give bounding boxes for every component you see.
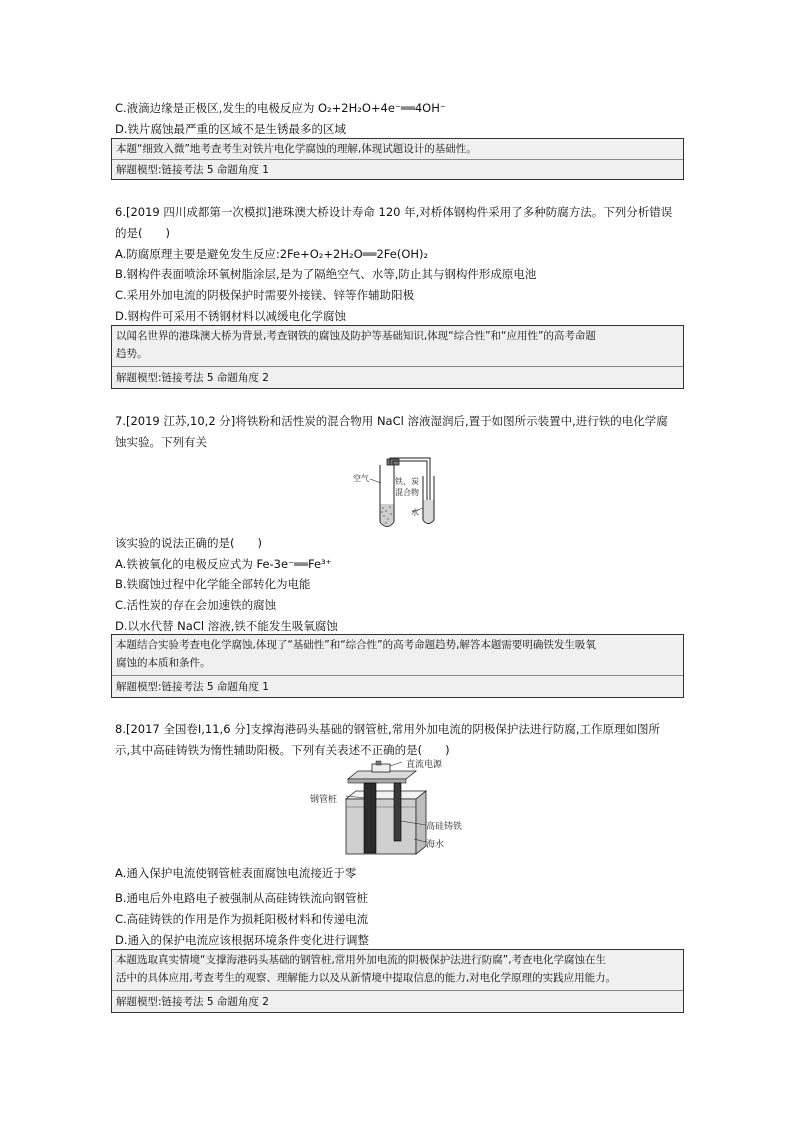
q6-option-d: D.钢构件可采用不锈钢材料以减缓电化学腐蚀 [115, 309, 347, 323]
q7-analysis-text-2: 腐蚀的本质和条件。 [116, 657, 211, 669]
q8-cathodic-protection-figure [310, 757, 480, 861]
q7-option-a: A.铁被氧化的电极反应式为 Fe-3e⁻══Fe³⁺ [115, 557, 332, 571]
q6-solution-model: 解题模型:链接考法 5 命题角度 2 [116, 372, 269, 384]
label-water: 水 [411, 508, 419, 517]
q7-solution-model: 解题模型:链接考法 5 命题角度 1 [116, 681, 269, 693]
q8-analysis-text-1: 本题选取真实情境“支撑海港码头基础的钢管桩,常用外加电流的阴极保护法进行防腐”,考查电化学腐蚀在生 [116, 954, 607, 966]
q6-analysis-box [111, 325, 684, 389]
label-anode: 高硅铸铁 [426, 822, 463, 832]
label-steel-pile: 钢管桩 [310, 795, 338, 805]
q8-option-c: C.高硅铸铁的作用是作为损耗阳极材料和传递电流 [115, 912, 369, 926]
q8-analysis-box [111, 949, 684, 1013]
q6-option-c: C.采用外加电流的阴极保护时需要外接镁、锌等作辅助阳极 [115, 288, 415, 302]
solution-model: 解题模型:链接考法 5 命题角度 1 [116, 164, 269, 176]
q6-analysis-text-2: 趋势。 [116, 348, 148, 360]
q6-stem-line1: 6.[2019 四川成都第一次模拟]港珠澳大桥设计寿命 120 年,对桥体钢构件采用了多种防腐方法。下列分析错误 [115, 205, 673, 219]
q7-analysis-text-1: 本题结合实验考查电化学腐蚀,体现了“基础性”和“综合性”的高考命题趋势,解答本题需要明确铁发生吸氧 [116, 639, 596, 651]
label-mixture-2: 混合物 [395, 488, 419, 497]
cathodic-protection-diagram [310, 757, 480, 861]
option-d: D.铁片腐蚀最严重的区域不是生锈最多的区域 [115, 122, 347, 136]
q7-stem-line3: 该实验的说法正确的是( ) [115, 536, 262, 550]
analysis-text: 本题“细致入微”地考查考生对铁片电化学腐蚀的理解,体现试题设计的基础性。 [116, 143, 477, 155]
q7-apparatus-figure [350, 456, 450, 532]
q8-option-b: B.通电后外电路电子被强制从高硅铸铁流向钢管桩 [115, 891, 369, 905]
q6-analysis-text-1: 以闻名世界的港珠澳大桥为背景,考查钢铁的腐蚀及防护等基础知识,体现“综合性”和“应用性”的高考命题 [116, 330, 596, 342]
q7-analysis-box [111, 634, 684, 698]
q7-option-d: D.以水代替 NaCl 溶液,铁不能发生吸氧腐蚀 [115, 619, 338, 633]
q6-option-a: A.防腐原理主要是避免发生反应:2Fe+O₂+2H₂O══2Fe(OH)₂ [115, 247, 429, 261]
label-dc-power: 直流电源 [406, 760, 443, 770]
label-seawater: 海水 [426, 840, 445, 850]
q8-option-a: A.通入保护电流使钢管桩表面腐蚀电流接近于零 [115, 866, 357, 880]
q7-stem-line1: 7.[2019 江苏,10,2 分]将铁粉和活性炭的混合物用 NaCl 溶液湿润后,置于如图所示装置中,进行铁的电化学腐 [115, 414, 668, 428]
label-mixture-1: 铁、炭 [395, 477, 419, 486]
q6-stem-line2: 的是( ) [115, 226, 170, 240]
q8-analysis-text-2: 活中的具体应用,考查考生的观察、理解能力以及从新情境中提取信息的能力,对电化学原理的实践应用能力。 [116, 972, 617, 984]
option-c: C.液滴边缘是正极区,发生的电极反应为 O₂+2H₂O+4e⁻══4OH⁻ [115, 101, 446, 115]
q7-option-c: C.活性炭的存在会加速铁的腐蚀 [115, 598, 277, 612]
q6-option-b: B.钢构件表面喷涂环氧树脂涂层,是为了隔绝空气、水等,防止其与钢构件形成原电池 [115, 267, 537, 281]
q8-solution-model: 解题模型:链接考法 5 命题角度 2 [116, 996, 269, 1008]
analysis-box [111, 138, 684, 180]
q8-option-d: D.通入的保护电流应该根据环境条件变化进行调整 [115, 933, 370, 947]
q8-stem-line1: 8.[2017 全国卷Ⅰ,11,6 分]支撑海港码头基础的钢管桩,常用外加电流的阴极保护法进行防腐,工作原理如图所 [115, 722, 660, 736]
label-air: 空气 [353, 474, 369, 483]
q7-option-b: B.铁腐蚀过程中化学能全部转化为电能 [115, 577, 311, 591]
q7-stem-line2: 蚀实验。下列有关 [115, 435, 207, 449]
q8-stem-line2: 示,其中高硅铸铁为惰性辅助阳极。下列有关表述不正确的是( ) [115, 743, 450, 757]
